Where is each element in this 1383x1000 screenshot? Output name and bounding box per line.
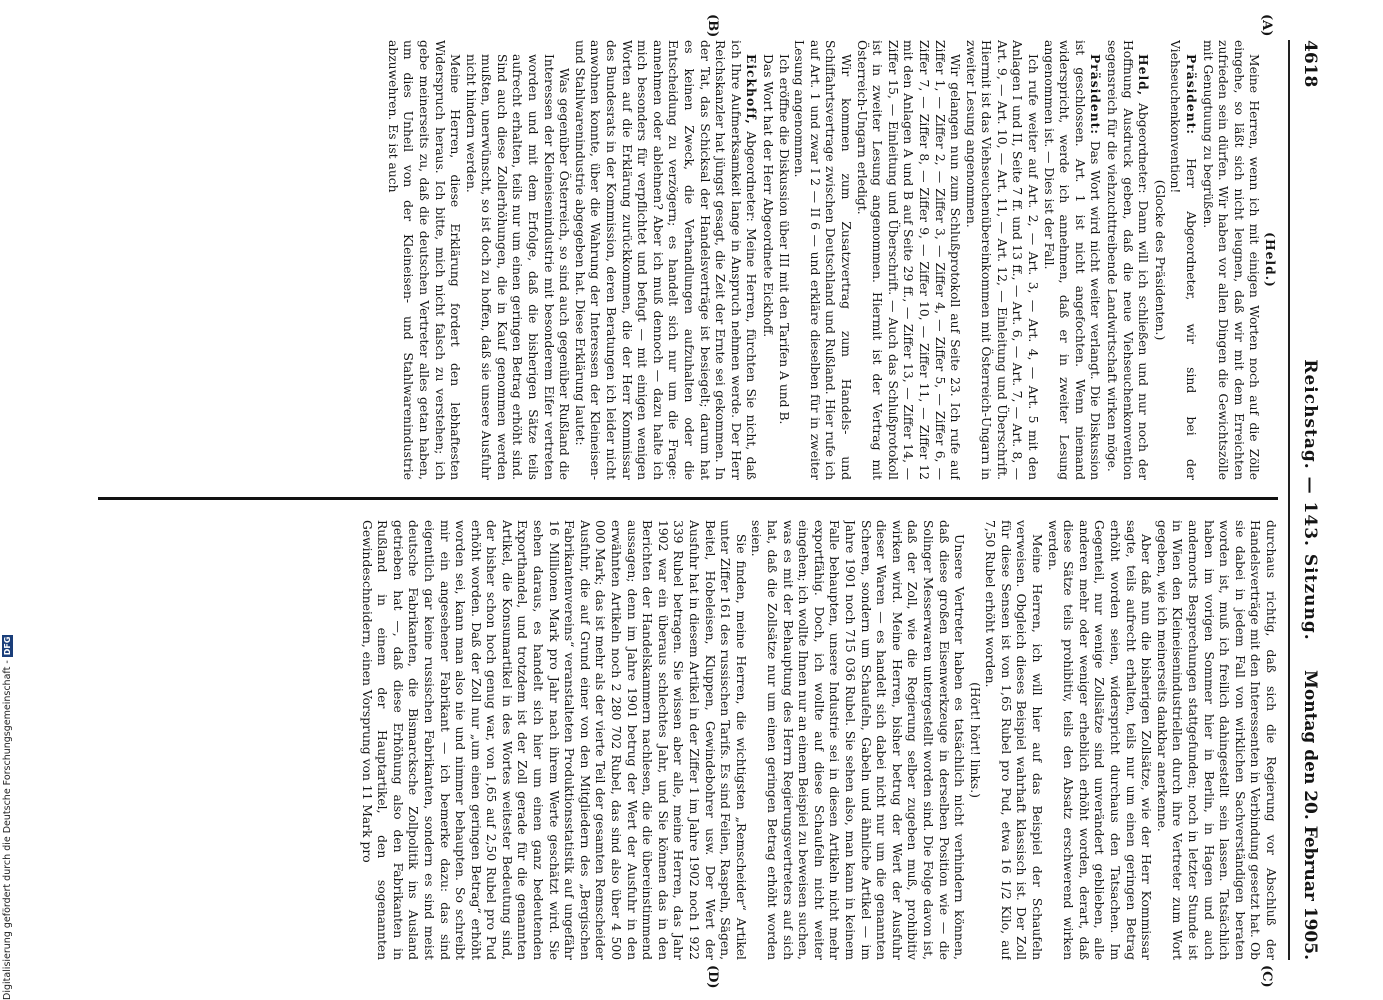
document-page	[70, 0, 1330, 1000]
margin-marker-c: (C)	[1259, 965, 1274, 988]
stage-direction: (Hört! hört! links.)	[967, 682, 982, 798]
dfg-logo: DFG	[3, 636, 12, 656]
paragraph: Meine Herren, ich will hier auf das Beispiel der Schaufeln verweisen. Obgleich dieses Beispiel wahrhaft klassisch ist. Der Zoll für diese Sensen ist von 1,65 Rubel pro Pud, etwa 16 1/2 Kilo, auf 7,50 Rubel erhöht worden.	[983, 520, 1045, 960]
stage-direction: (Glocke des Präsidenten.)	[1152, 179, 1167, 341]
right-text-column	[78, 520, 1278, 960]
left-text-column	[78, 40, 1278, 480]
page-header	[1288, 40, 1324, 960]
paragraph: Ich rufe weiter auf Art. 2, — Art. 3, — Art. 4, — Art. 5 mit den Anlagen I und II, Seite 7 ff. und 13 ff., — Art. 6, — Art. 7, — Art. 8, — Art. 9, — Art. 10, — Art. 11, — Art. 12, — Einleitung und Überschrift. Hiermit ist das Viehseuchenübereinkommen mit Österreich-Ungarn in zweiter Lesung angenommen.	[963, 40, 1041, 480]
session-date: Montag den 20. Februar 1905.	[1300, 670, 1320, 960]
margin-marker-a: (A)	[1259, 14, 1274, 37]
paragraph: Das Wort hat der Herr Abgeordnete Eickhoff.	[761, 54, 775, 338]
quoted-statement: Was gegenüber Österreich, so sind auch gegenüber Rußland die Interessen der Kleineisenindustrie mit besonderem Eifer vertreten worden und mit dem Erfolge, daß die bisherigen Sätze teils aufrecht erhalten, teils nur um einen geringen Betrag erhöht sind. Sind auch diese Zollerhöhungen, die in Kauf genommen werden mußten, unerwünscht, so ist doch zu hoffen, daß sie unsere Ausfuhr nicht hindern werden.	[463, 54, 572, 480]
paragraph: Unsere Vertreter haben es tatsächlich nicht verhindern können, daß diese großen Eisenwerkzeuge in derselben Position wie — die Solinger Messerwaren untergestellt worden sind. Die Folge davon ist, daß der Zoll, wie die Regierung selber zugeben muß, prohibitiv wirken wird. Meine Herren, bisher betrug der Wert der Ausfuhr dieser Waren — es handelt sich dabei nicht nur um die genannten Scheren, sondern um Schaufeln, Gabeln und ähnliche Artikel — im Jahre 1901 noch 715 036 Rubel. Sie sehen also, man kann in keinem Falle behaupten, unsere Industrie sei in diesen Artikeln nicht mehr exportfähig. Doch, ich wollte auf diese Schaufeln nicht weiter eingehen; ich wollte Ihnen nur an einem Beispiel zu beweisen suchen, was es mit der Behauptung des Herrn Regierungsvertreters auf sich hat, daß die Zollsätze nur um einen geringen Betrag erhöht worden seien.	[749, 520, 967, 960]
speaker-name: Präsident:	[1088, 54, 1104, 135]
digitization-credit	[2, 600, 16, 1000]
paragraph: Sie finden, meine Herren, die wichtigsten „Remscheider“ Artikel unter Ziffer 161 des russischen Tarifs. Es sind Feilen, Raspeln, Sägen, Beitel, Hobeleisen, Kluppen, Gewindebohrer usw. Der Wert der Ausfuhr hat in diesem Artikel in der Ziffer 1 im Jahre 1902 noch 1 922 339 Rubel betragen. Sie wissen aber alle, meine Herren, das Jahr 1902 war ein überaus schlechtes Jahr, und Sie können das in den Berichten der Handelskammern nachlesen, die die übereinstimmend aussagen; denn im Jahre 1901 betrug der Wert der Ausfuhr in den erwähnten Artikeln noch 2 280 702 Rubel, das sind also über 4 500 000 Mark; das ist mehr als der vierte Teil der gesamten Remscheider Ausfuhr, die auf Grund einer von den Mitgliedern des „Bergischen Fabrikantenvereins“ veranstalteten Produktionsstatistik auf ungefähr 16 Millionen Mark pro Jahr nach ihrem Werte geschätzt wird. Sie sehen daraus, es handelt sich hier um einen ganz bedeutenden Exporthandel, und trotzdem ist der Zoll gerade für die genannten Artikel, die Konsumartikel in des Wortes weitester Bedeutung sind, der bisher schon hoch genug war, von 1,65 auf 2,50 Rubel pro Pud erhöht worden. Daß der Zoll nur „um einen geringen Betrag“ erhöht worden sei, kann man also nie und nimmer behaupten. So schreibt mir ein angesehener Fabrikant — ich bemerke dazu: das sind eigentlich gar keine russischen Fabrikanten, sondern es sind meist deutsche Fabrikanten, die Bismarcksche Zollpolitik ins Ausland getrieben hat —, daß diese Erhöhung also den Fabrikanten in Rußland in einem der Hauptartikel, den sogenannten Gewindeschneidern, einen Vorsprung von 11 Mark pro	[359, 520, 748, 960]
page-number: 4618	[1300, 40, 1320, 88]
margin-marker-d: (D)	[705, 965, 720, 989]
paragraph: durchaus richtig, daß sich die Regierung vor Abschluß der Handelsverträge mit den Interessenten in Verbindung gesetzt hat. Ob sie dabei in jedem Fall von wirklichen Sachverständigen beraten worden ist, muß ich freilich dahingestellt sein lassen. Tatsächlich haben im vorigen Sommer hier in Berlin, in Hagen und auch andernorts Besprechungen stattgefunden; noch in letzter Stunde ist in Wien den Kleineisenindustriellen durch ihre Vertreter zum Wort gegeben, wie ich meinerseits dankbar anerkenne.	[1154, 520, 1278, 960]
running-head: Reichstag. — 143. Sitzung.	[1300, 359, 1320, 641]
speaker-name: Eickhoff,	[744, 54, 760, 125]
speaker-name: Held,	[1136, 54, 1152, 96]
margin-marker-b: (B)	[705, 14, 720, 38]
speaker-name: Präsident:	[1184, 54, 1200, 135]
paragraph: Präsident: Herr Abgeordneter, wir sind bei der Viehseuchenkonvention!	[1168, 40, 1200, 480]
column-divider	[98, 497, 1278, 500]
paragraph: Wir gelangen nun zum Schlußprotokoll auf Seite 23. Ich rufe auf Ziffer 1, — Ziffer 2, — Ziffer 3, — Ziffer 4, — Ziffer 5, — Ziffer 6, — Ziffer 7, — Ziffer 8, — Ziffer 9, — Ziffer 10, — Ziffer 11, — Ziffer 12 mit den Anlagen A und B auf Seite 29 ff., — Ziffer 13, — Ziffer 14, — Ziffer 15, — Einleitung und Überschrift. — Auch das Schlußprotokoll ist in zweiter Lesung angenommen. Hiermit ist der Vertrag mit Österreich-Ungarn erledigt.	[854, 40, 963, 480]
paragraph: Held, Abgeordneter: Dann will ich schließen und nur noch der Hoffnung Ausdruck geben, daß die neue Viehseuchenkonvention segensreich für die viehzuchttreibende Landwirtschaft wirken möge.	[1105, 40, 1152, 480]
paragraph: Ich eröffne die Diskussion über III mit den Tarifen A und B.	[776, 54, 791, 425]
speaker-continuation: (Held.)	[1263, 232, 1278, 288]
paragraph: Wir kommen zum Zusatzvertrag zum Handels- und Schiffahrtsvertrage zwischen Deutschland und Rußland. Hier rufe ich auf Art. 1 und zwar I 2 — II 6 — und erkläre dieselben für in zweiter Lesung angenommen.	[792, 40, 853, 480]
credit-text: Digitalisierung gefördert durch die Deutsche Forschungsgemeinschaft -	[2, 660, 13, 1000]
paragraph: Meine Herren, wenn ich mit einigen Worten noch auf die Zölle eingehe, so läßt sich nicht leugnen, daß wir mit dem Erreichten zufrieden sein dürfen. Wir haben vor allen Dingen die Gewichtszölle mit Genugtuung zu begrüßen.	[1200, 40, 1262, 480]
paragraph: Eickhoff, Abgeordneter: Meine Herren, fürchten Sie nicht, daß ich Ihre Aufmerksamkeit lange in Anspruch nehmen werde. Der Herr Reichskanzler hat jüngst gesagt, die Zeit der Ernte sei gekommen. In der Tat, das Schicksal der Handelsverträge ist besiegelt; darum hat es keinen Zweck, die Verhandlungen aufzuhalten oder die Entscheidung zu verzögern; es handelt sich nur um die Frage: annehmen oder ablehnen? Aber ich muß dennoch — dazu halte ich mich besonders für verpflichtet und befugt — mit einigen wenigen Worten auf die Erklärung zurückkommen, die der Herr Kommissar des Bundesrats in der Kommission, deren Beratungen ich leider nicht anwohnen konnte, über die Wahrung der Interessen der Kleineisen- und Stahlwarenindustrie abgegeben hat. Diese Erklärung lautet:	[572, 40, 760, 480]
paragraph: Meine Herren, diese Erklärung fordert den lebhaftesten Widerspruch heraus. Ich bitte, mich nicht falsch zu verstehen; ich gebe meinerseits zu, daß die deutschen Vertreter alles getan haben, um dies Unheil von der Kleineisen- und Stahlwarenindustrie abzuwehren. Es ist auch	[385, 40, 463, 480]
paragraph: Aber daß nun die bisherigen Zollsätze, wie der Herr Kommissar sagte, teils aufrecht erhalten, teils nur um einen geringen Betrag erhöht worden seien, widerspricht durchaus den Tatsachen. Im Gegenteil, nur wenige Zollsätze sind unverändert geblieben, alle anderen mehr oder weniger erheblich erhöht worden, derart, daß diese Sätze teils prohibitiv, teils den Absatz erschwerend wirken werden.	[1045, 520, 1154, 960]
paragraph: Präsident: Das Wort wird nicht weiter verlangt. Die Diskussion ist geschlossen. Art. 1 ist nicht angefochten. Wenn niemand widerspricht, werde ich annehmen, daß er in zweiter Lesung angenommen ist. — Dies ist der Fall.	[1041, 40, 1104, 480]
